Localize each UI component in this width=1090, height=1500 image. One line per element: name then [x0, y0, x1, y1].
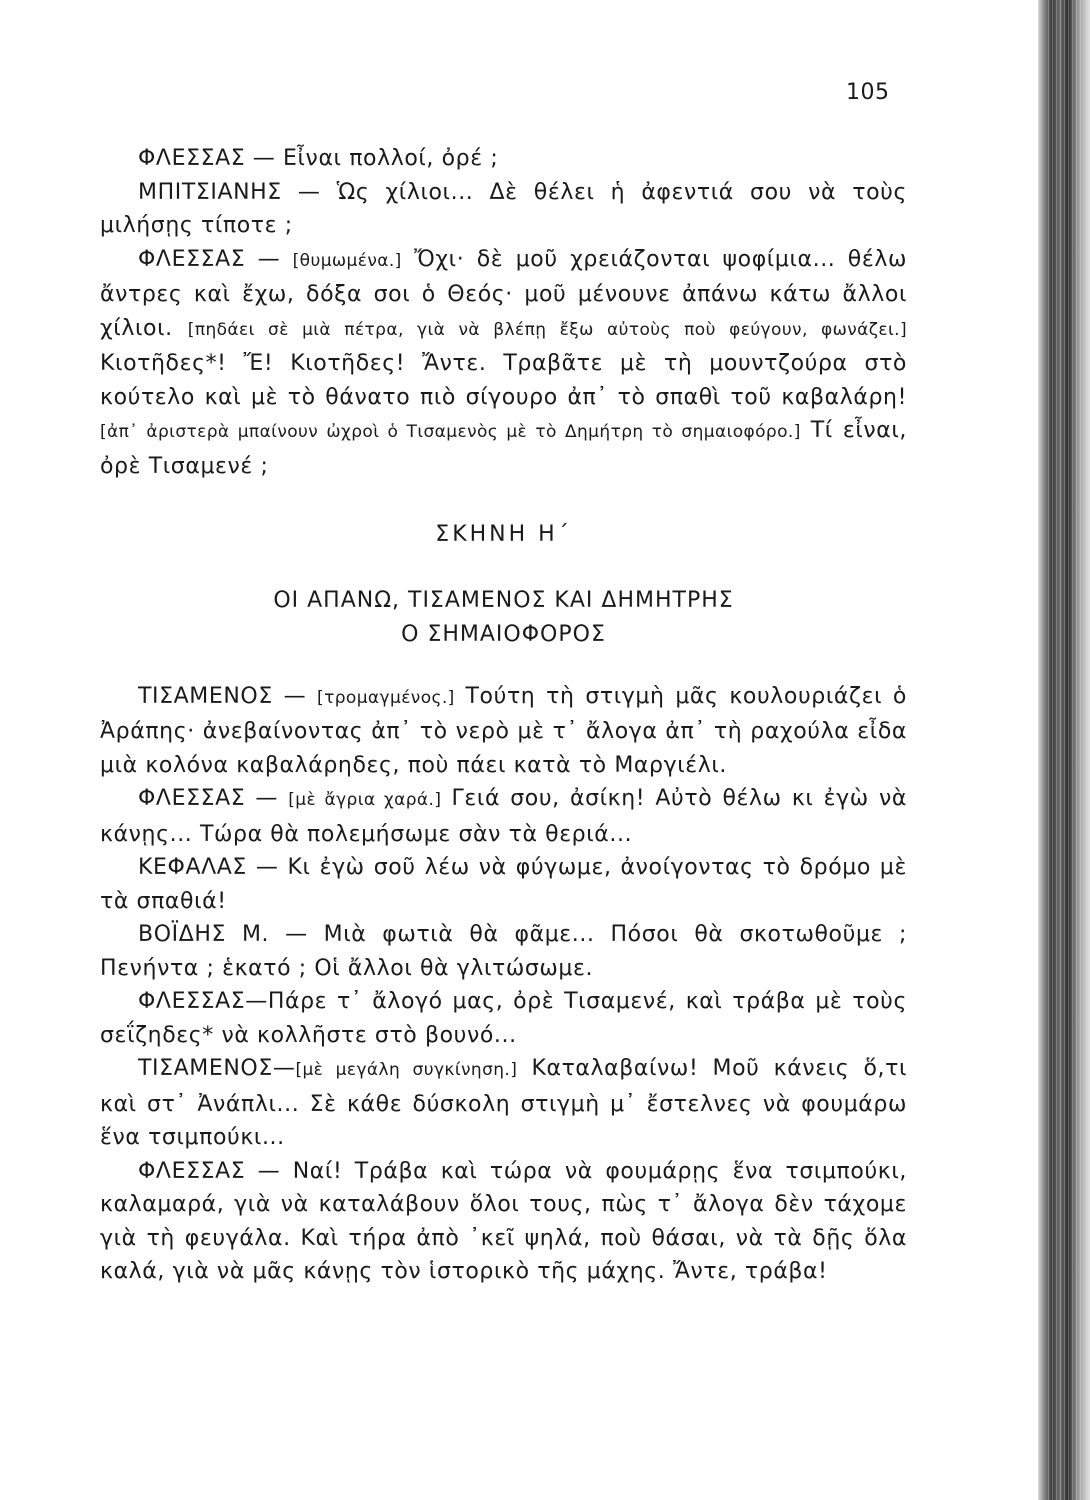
dialogue-text: Τούτη τὴ στιγμὴ μᾶς κουλουριάζει ὁ Ἀράπης· ἀνεβαίνοντας ἀπ᾿ τὸ νερὸ μὲ τ᾿ ἄλογα ἀπ᾿ τὴ ραχούλα εἶδα μιὰ κολόνα καβαλάρηδες, ποὺ πάει κατὰ τὸ Μαργιέλι. — [100, 683, 907, 778]
dialogue-text: Εἶναι πολλοί, ὀρέ ; — [283, 146, 499, 171]
stage-direction: [μὲ ἄγρια χαρά.] — [288, 790, 442, 810]
dialogue-text: Ὡς χίλιοι... Δὲ θέλει ἡ ἀφεντιά σου νὰ τοὺς μιλήσῃς τίποτε ; — [100, 179, 907, 238]
dialogue-line — [100, 680, 907, 783]
page-number: 105 — [846, 80, 890, 105]
dialogue-text: Κι ἐγὼ σοῦ λέω νὰ φύγωμε, ἀνοίγοντας τὸ δρόμο μὲ τὰ σπαθιά! — [100, 855, 907, 914]
speaker-name: ΚΕΦΑΛΑΣ — — [138, 855, 288, 880]
spacer — [100, 652, 907, 680]
stage-direction: [πηδάει σὲ μιὰ πέτρα, γιὰ νὰ βλέπῃ ἔξω αὐτοὺς ποὺ φεύγουν, φωνάζει.] — [187, 319, 907, 340]
dialogue-text: Ναί! Τράβα καὶ τώρα νὰ φουμάρῃς ἕνα τσιμπούκι, καλαμαρά, γιὰ νὰ καταλάβουν ὅλοι τους, πὼς τ᾿ ἄλογα δὲν τάχομε γιὰ τὴ φευγάλα. Καὶ τήρα ἀπὸ ᾿κεῖ ψηλά, ποὺ θάσαι, νὰ τὰ δῇς ὅλα καλά, γιὰ νὰ μᾶς κάνῃς τὸν ἱστορικὸ τῆς μάχης. Ἄντε, τράβα! — [100, 1158, 907, 1284]
speaker-name: ΤΙΣΑΜΕΝΟΣ— — [138, 1056, 296, 1081]
dialogue-text: Κιοτῆδες*! Ἔ! Κιοτῆδες! Ἄντε. Τραβᾶτε μὲ τὴ μουντζούρα στὸ κούτελο καὶ μὲ τὸ θάνατο πιὸ σίγουρο ἀπ᾿ τὸ σπαθὶ τοῦ καβαλάρη! — [100, 351, 907, 410]
dialogue-line — [100, 1155, 907, 1289]
stage-direction: [θυμωμένα.] — [292, 250, 402, 271]
dialogue-line — [100, 243, 907, 484]
dialogue-text: Τί εἶναι, ὀρὲ Τισαμενέ ; — [100, 418, 907, 479]
dialogue-text: Καταλαβαίνω! Μοῦ κάνεις ὅ,τι καὶ στ᾿ Ἀνάπλι... Σὲ κάθε δύσκολη στιγμὴ μ᾿ ἔστελνες νὰ φουμάρω ἕνα τσιμπούκι... — [100, 1056, 908, 1150]
book-page-edge — [1038, 0, 1090, 1500]
dialogue-line — [100, 142, 907, 176]
dialogue-line — [100, 851, 907, 918]
dialogue-line — [100, 782, 907, 851]
speaker-name: ΦΛΕΣΣΑΣ— — [138, 989, 268, 1014]
stage-direction: [τρομαγμένος.] — [317, 687, 455, 708]
stage-direction: [ἀπ᾿ ἀριστερὰ μπαίνουν ὠχροὶ ὁ Τισαμενὸς μὲ τὸ Δημήτρη τὸ σημαιοφόρο.] — [100, 422, 801, 442]
page-body — [100, 142, 907, 1289]
speaker-name: ΦΛΕΣΣΑΣ — — [138, 146, 284, 171]
dialogue-line — [100, 176, 907, 243]
dialogue-text: Μιὰ φωτιὰ θὰ φᾶμε... Πόσοι θὰ σκοτωθοῦμε ; Πενήντα ; ἑκατό ; Οἱ ἄλλοι θὰ γλιτώσωμε. — [100, 922, 907, 981]
speaker-name: ΦΛΕΣΣΑΣ — — [138, 246, 293, 272]
speaker-name: ΦΛΕΣΣΑΣ — — [138, 786, 289, 811]
dialogue-line — [100, 1052, 907, 1155]
speaker-name: ΜΠΙΤΣΙΑΝΗΣ — — [138, 179, 337, 205]
speaker-name: ΦΛΕΣΣΑΣ — — [138, 1158, 293, 1184]
speaker-name: ΒΟΪΔΗΣ Μ. — — [138, 922, 324, 947]
dialogue-line — [100, 985, 907, 1052]
dialogue-line — [100, 918, 907, 985]
scene-persons-line: ΟΙ ΑΠΑΝΩ, ΤΙΣΑΜΕΝΟΣ ΚΑΙ ΔΗΜΗΤΡΗΣ — [273, 587, 734, 613]
scene-persons — [100, 584, 907, 652]
scene-persons-line: Ο ΣΗΜΑΙΟΦΟΡΟΣ — [401, 621, 606, 647]
stage-direction: [μὲ μεγάλη συγκίνηση.] — [295, 1060, 518, 1080]
speaker-name: ΤΙΣΑΜΕΝΟΣ — — [138, 683, 318, 709]
dialogue-text: Ὄχι· δὲ μοῦ χρειάζονται ψοφίμια... θέλω ἄντρες καὶ ἔχω, δόξα σοι ὁ Θεός· μοῦ μένουνε ἀπάνω κάτω ἄλλοι χίλιοι. — [100, 246, 907, 341]
dialogue-text: Πάρε τ᾿ ἄλογό μας, ὀρὲ Τισαμενέ, καὶ τράβα μὲ τοὺς σεΐζηδες* νὰ κολλῆστε στὸ βουνό... — [100, 989, 907, 1048]
scene-title: ΣΚΗΝΗ Η΄ — [435, 522, 572, 547]
dialogue-text: Γειά σου, ἀσίκη! Αὐτὸ θέλω κι ἐγὼ νὰ κάνῃς... Τώρα θὰ πολεμήσωμε σὰν τὰ θεριά... — [100, 786, 907, 847]
